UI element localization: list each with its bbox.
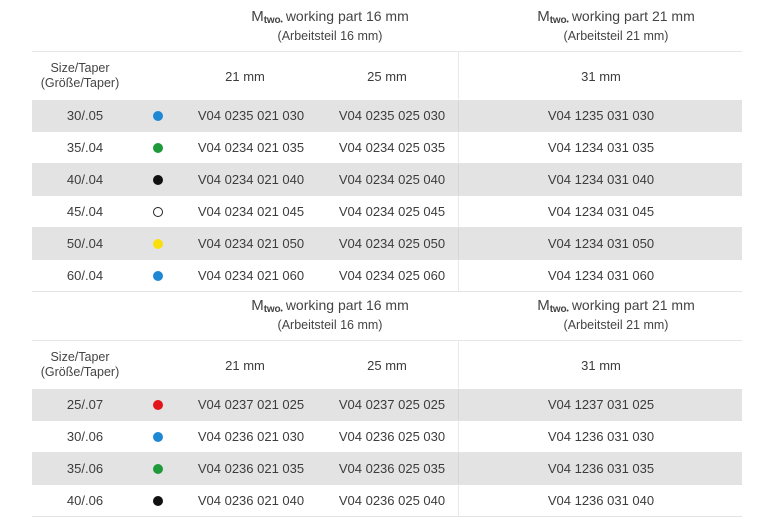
article-number-31mm: V04 1235 031 030 <box>547 108 655 123</box>
article-number-25mm: V04 0236 025 040 <box>338 493 446 508</box>
article-number-31mm: V04 1234 031 050 <box>547 236 655 251</box>
table-row <box>32 260 742 292</box>
column-divider <box>458 196 459 227</box>
table-row <box>32 453 742 485</box>
table-body <box>32 389 742 517</box>
article-number-21mm: V04 0235 021 030 <box>197 108 305 123</box>
color-code-dot-icon <box>153 143 163 153</box>
column-header-25mm: 25 mm <box>367 357 407 373</box>
brand-logo-two: two <box>549 304 567 315</box>
size-taper-cell: 25/.07 <box>66 397 104 412</box>
brand-logo-dot: • <box>566 19 569 26</box>
article-number-31mm: V04 1234 031 045 <box>547 204 655 219</box>
brand-logo-m: M <box>251 297 264 314</box>
column-divider <box>458 132 459 163</box>
group-title: working part 21 mm <box>571 297 695 313</box>
article-number-21mm: V04 0236 021 040 <box>197 493 305 508</box>
article-number-21mm: V04 0234 021 050 <box>197 236 305 251</box>
column-divider <box>458 260 459 291</box>
group-title: working part 16 mm <box>285 297 409 313</box>
size-taper-cell: 35/.06 <box>66 461 104 476</box>
color-dot-cell <box>153 196 163 227</box>
brand-logo-m: M <box>537 8 550 25</box>
article-number-25mm: V04 0234 025 040 <box>338 172 446 187</box>
article-number-31mm: V04 1236 031 035 <box>547 461 655 476</box>
size-taper-cell: 40/.06 <box>66 493 104 508</box>
group-subtitle: (Arbeitsteil 21 mm) <box>563 318 669 332</box>
column-header-row <box>32 341 742 389</box>
brand-logo-two: two <box>263 304 281 315</box>
column-header-row <box>32 52 742 100</box>
column-header-21mm: 21 mm <box>225 68 265 84</box>
column-divider <box>458 100 459 131</box>
group-subtitle: (Arbeitsteil 21 mm) <box>563 29 669 43</box>
article-number-21mm: V04 0234 021 035 <box>197 140 305 155</box>
article-number-25mm: V04 0234 025 060 <box>338 268 446 283</box>
table-group-header <box>32 0 742 52</box>
article-number-31mm: V04 1237 031 025 <box>547 397 655 412</box>
brand-logo-two: two <box>263 15 281 26</box>
article-number-31mm: V04 1236 031 030 <box>547 429 655 444</box>
size-taper-cell: 30/.05 <box>66 108 104 123</box>
brand-logo-m: M <box>537 297 550 314</box>
article-number-31mm: V04 1236 031 040 <box>547 493 655 508</box>
table-body <box>32 100 742 292</box>
column-header-25mm: 25 mm <box>367 68 407 84</box>
size-taper-header: Size/Taper (Größe/Taper) <box>40 61 120 90</box>
group-title: working part 21 mm <box>571 8 695 24</box>
table-row <box>32 164 742 196</box>
article-number-25mm: V04 0236 025 030 <box>338 429 446 444</box>
table-row <box>32 389 742 421</box>
column-divider <box>458 421 459 452</box>
color-dot-cell <box>153 100 163 131</box>
brand-logo-m: M <box>251 8 264 25</box>
size-taper-cell: 45/.04 <box>66 204 104 219</box>
color-dot-cell <box>153 260 163 291</box>
color-dot-cell <box>153 164 163 195</box>
article-number-25mm: V04 0234 025 035 <box>338 140 446 155</box>
column-divider <box>458 453 459 484</box>
column-divider <box>458 228 459 259</box>
color-dot-cell <box>153 389 163 420</box>
article-number-31mm: V04 1234 031 035 <box>547 140 655 155</box>
article-number-25mm: V04 0234 025 045 <box>338 204 446 219</box>
color-dot-cell <box>153 453 163 484</box>
column-header-21mm: 21 mm <box>225 357 265 373</box>
table-row <box>32 132 742 164</box>
article-number-25mm: V04 0236 025 035 <box>338 461 446 476</box>
article-number-25mm: V04 0237 025 025 <box>338 397 446 412</box>
color-dot-cell <box>153 421 163 452</box>
table-row <box>32 421 742 453</box>
group-title: working part 16 mm <box>285 8 409 24</box>
color-dot-cell <box>153 228 163 259</box>
article-number-21mm: V04 0236 021 030 <box>197 429 305 444</box>
column-divider <box>458 485 459 516</box>
table-row <box>32 485 742 517</box>
color-code-dot-icon <box>153 464 163 474</box>
size-taper-cell: 50/.04 <box>66 236 104 251</box>
size-taper-cell: 60/.04 <box>66 268 104 283</box>
article-number-21mm: V04 0234 021 040 <box>197 172 305 187</box>
color-code-dot-icon <box>153 175 163 185</box>
article-number-21mm: V04 0234 021 045 <box>197 204 305 219</box>
size-taper-cell: 35/.04 <box>66 140 104 155</box>
article-number-25mm: V04 0234 025 050 <box>338 236 446 251</box>
table-row <box>32 196 742 228</box>
column-divider <box>458 164 459 195</box>
article-number-21mm: V04 0234 021 060 <box>197 268 305 283</box>
group-working-part-21 <box>500 297 732 333</box>
group-working-part-16 <box>220 8 440 44</box>
color-dot-cell <box>153 132 163 163</box>
color-dot-cell <box>153 485 163 516</box>
color-code-dot-icon <box>153 400 163 410</box>
article-number-31mm: V04 1234 031 040 <box>547 172 655 187</box>
article-number-21mm: V04 0236 021 035 <box>197 461 305 476</box>
table-group-header <box>32 289 742 341</box>
article-number-31mm: V04 1234 031 060 <box>547 268 655 283</box>
article-number-25mm: V04 0235 025 030 <box>338 108 446 123</box>
brand-logo-dot: • <box>280 308 283 315</box>
column-header-31mm: 31 mm <box>581 68 621 84</box>
brand-logo-dot: • <box>280 19 283 26</box>
group-working-part-16 <box>220 297 440 333</box>
color-code-dot-icon <box>153 432 163 442</box>
column-divider <box>458 389 459 420</box>
table-block <box>32 289 742 517</box>
table-row <box>32 100 742 132</box>
brand-logo-dot: • <box>566 308 569 315</box>
article-number-21mm: V04 0237 021 025 <box>197 397 305 412</box>
group-working-part-21 <box>500 8 732 44</box>
color-code-dot-icon <box>153 207 163 217</box>
size-taper-cell: 40/.04 <box>66 172 104 187</box>
group-subtitle: (Arbeitsteil 16 mm) <box>277 29 383 43</box>
table-block <box>32 0 742 292</box>
group-subtitle: (Arbeitsteil 16 mm) <box>277 318 383 332</box>
color-code-dot-icon <box>153 271 163 281</box>
color-code-dot-icon <box>153 239 163 249</box>
color-code-dot-icon <box>153 496 163 506</box>
column-header-31mm: 31 mm <box>581 357 621 373</box>
size-taper-cell: 30/.06 <box>66 429 104 444</box>
brand-logo-two: two <box>549 15 567 26</box>
color-code-dot-icon <box>153 111 163 121</box>
table-row <box>32 228 742 260</box>
size-taper-header: Size/Taper (Größe/Taper) <box>40 350 120 379</box>
